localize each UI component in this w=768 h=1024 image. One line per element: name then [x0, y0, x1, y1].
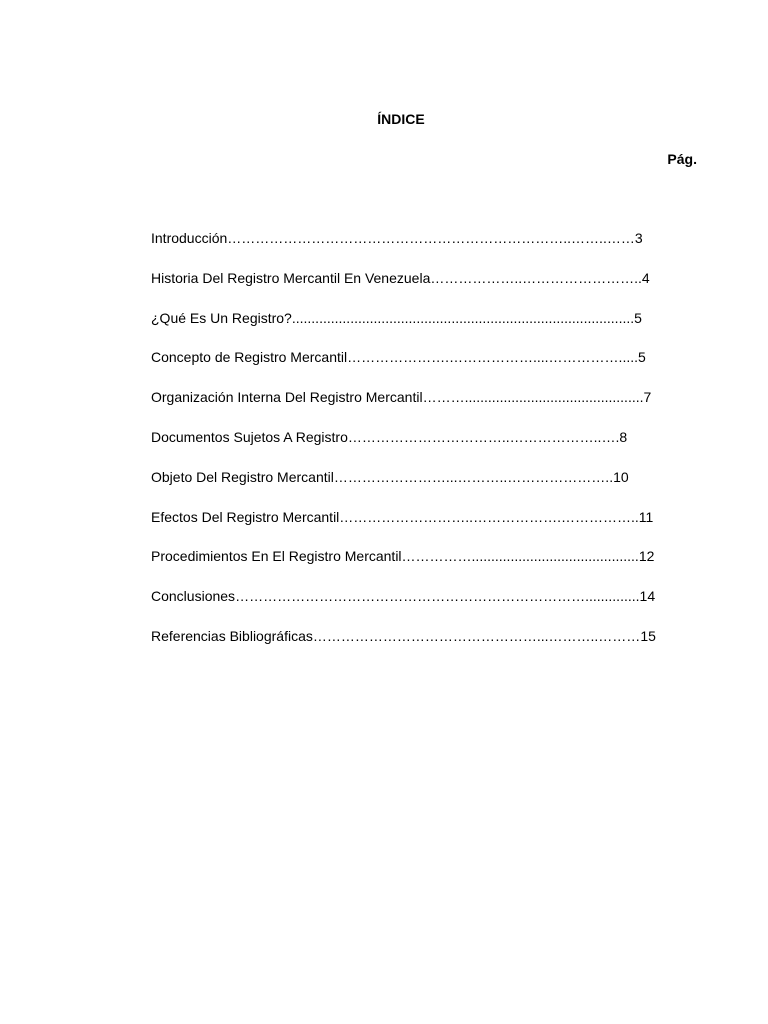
- toc-page-number: 11: [638, 508, 654, 525]
- toc-entry-label: Historia Del Registro Mercantil En Venezuela: [151, 269, 431, 286]
- toc-entry-label: Procedimientos En El Registro Mercantil: [151, 548, 402, 565]
- table-of-contents: [151, 229, 711, 667]
- toc-page-number: 5: [634, 309, 642, 326]
- toc-page-number: 8: [619, 428, 628, 445]
- toc-entry-concepto: [151, 348, 711, 388]
- toc-page-number: 7: [643, 389, 652, 406]
- toc-entry-label: Documentos Sujetos A Registro: [151, 428, 348, 445]
- toc-dot-leader: ………………………..……………….……………..: [339, 508, 639, 525]
- toc-page-number: 10: [613, 468, 629, 485]
- toc-entry-procedimientos: [151, 547, 711, 587]
- page-column-label: Pág.: [667, 151, 697, 167]
- toc-entry-organizacion: [151, 388, 711, 428]
- toc-entry-label: ¿Qué Es Un Registro?: [151, 309, 292, 326]
- toc-page-number: 4: [641, 269, 650, 286]
- toc-entry-conclusiones: [151, 587, 711, 627]
- toc-entry-label: Conclusiones: [151, 588, 236, 605]
- toc-entry-label: Referencias Bibliográficas: [151, 627, 313, 644]
- toc-page-number: 3: [634, 230, 643, 246]
- toc-entry-label: Introducción: [151, 230, 228, 246]
- toc-dot-leader: …………………………………………...………..………: [312, 627, 641, 644]
- index-title: ÍNDICE: [377, 111, 425, 127]
- toc-dot-leader: ………………..……………………..: [430, 269, 642, 286]
- toc-page-number: 14: [639, 588, 656, 605]
- toc-entry-label: Concepto de Registro Mercantil: [151, 349, 348, 366]
- toc-page-number: 5: [638, 349, 646, 366]
- toc-entry-label: Organización Interna Del Registro Mercantil: [151, 389, 423, 406]
- toc-dot-leader: ………………….………………....…………….....: [347, 349, 639, 366]
- toc-entry-introduccion: [151, 229, 711, 269]
- toc-dot-leader: ……………...........................................: [401, 548, 639, 565]
- toc-entry-label: Efectos Del Registro Mercantil: [151, 508, 340, 525]
- toc-dot-leader: ……………………………..………………..….: [347, 428, 620, 445]
- toc-dot-leader: ………………………………………………………………..……..……: [227, 230, 635, 246]
- toc-entry-referencias: [151, 627, 711, 667]
- toc-dot-leader: ........................................................................................: [291, 309, 635, 326]
- toc-dot-leader: …………………………………………………………………..............: [235, 588, 640, 605]
- toc-entry-que-es: [151, 309, 711, 349]
- toc-entry-objeto: [151, 468, 711, 508]
- toc-entry-documentos: [151, 428, 711, 468]
- toc-dot-leader: ………..............................................: [422, 389, 644, 406]
- toc-page-number: 12: [638, 548, 655, 565]
- toc-page-number: 15: [640, 627, 656, 644]
- toc-entry-label: Objeto Del Registro Mercantil: [151, 468, 334, 485]
- toc-entry-efectos: [151, 508, 711, 548]
- toc-dot-leader: ……………………...………..…………………..: [333, 468, 614, 485]
- toc-entry-historia: [151, 269, 711, 309]
